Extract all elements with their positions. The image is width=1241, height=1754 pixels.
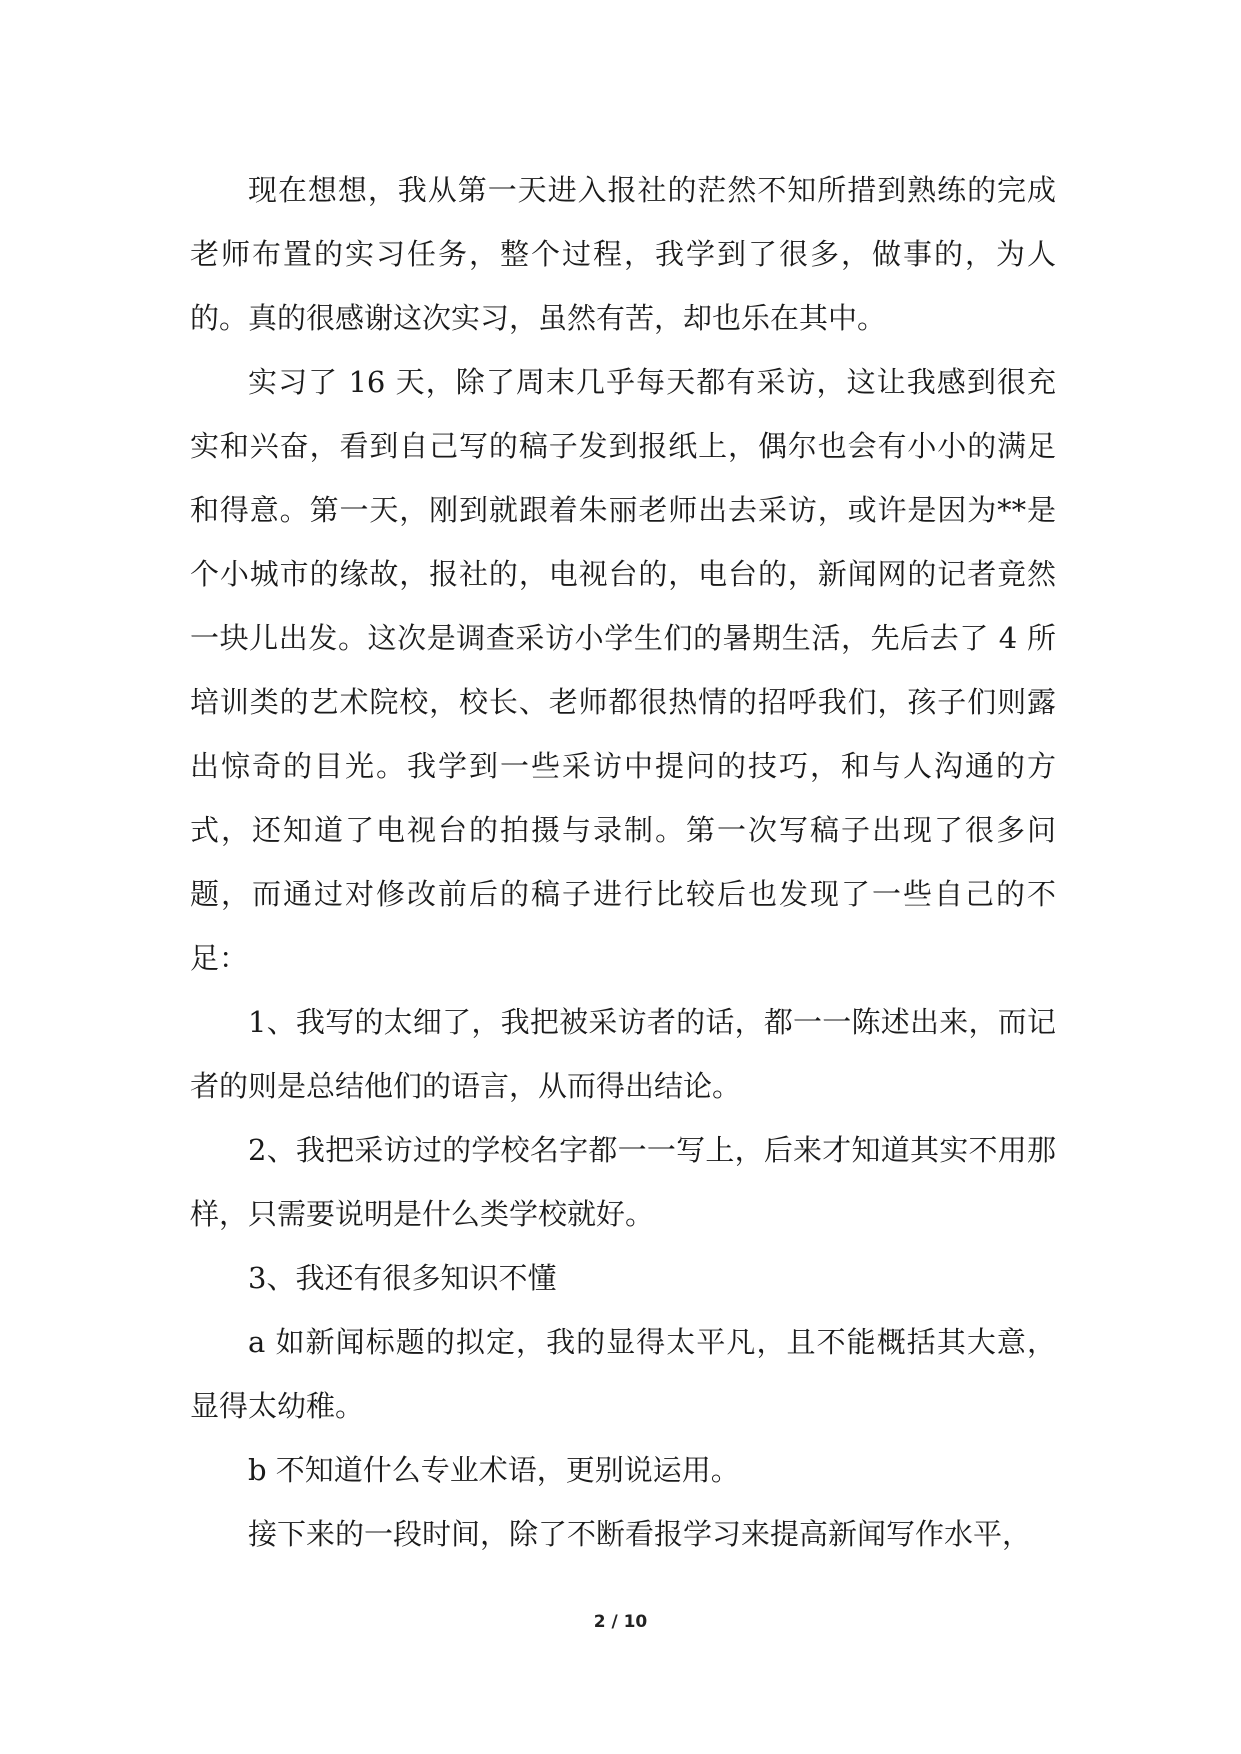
paragraph: 1、我写的太细了，我把被采访者的话，都一一陈述出来，而记者的则是总结他们的语言，从而得出结论。 [190, 1005, 1056, 1103]
document-body [190, 158, 1056, 1566]
page-number: 2 / 10 [593, 1612, 648, 1632]
paragraph: a 如新闻标题的拟定，我的显得太平凡，且不能概括其大意，显得太幼稚。 [190, 1325, 1056, 1423]
paragraph: b 不知道什么专业术语，更别说运用。 [248, 1453, 740, 1487]
paragraph: 实习了 16 天，除了周末几乎每天都有采访，这让我感到很充实和兴奋，看到自己写的稿子发到报纸上，偶尔也会有小小的满足和得意。第一天，刚到就跟着朱丽老师出去采访，或许是因为**是个小城市的缘故，报社的，电视台的，电台的，新闻网的记者竟然一块儿出发。这次是调查采访小学生们的暑期生活，先后去了 4 所培训类的艺术院校，校长、老师都很热情的招呼我们，孩子们则露出惊奇的目光。我学到一些采访中提问的技巧，和与人沟通的方式，还知道了电视台的拍摄与录制。第一次写稿子出现了很多问题，而通过对修改前后的稿子进行比较后也发现了一些自己的不足： [190, 365, 1056, 975]
paragraph: 3、我还有很多知识不懂 [248, 1261, 557, 1295]
paragraph: 2、我把采访过的学校名字都一一写上，后来才知道其实不用那样，只需要说明是什么类学校就好。 [190, 1133, 1056, 1231]
paragraph: 现在想想，我从第一天进入报社的茫然不知所措到熟练的完成老师布置的实习任务，整个过程，我学到了很多，做事的，为人的。真的很感谢这次实习，虽然有苦，却也乐在其中。 [190, 173, 1056, 335]
paragraph: 接下来的一段时间，除了不断看报学习来提高新闻写作水平， [248, 1517, 1032, 1551]
